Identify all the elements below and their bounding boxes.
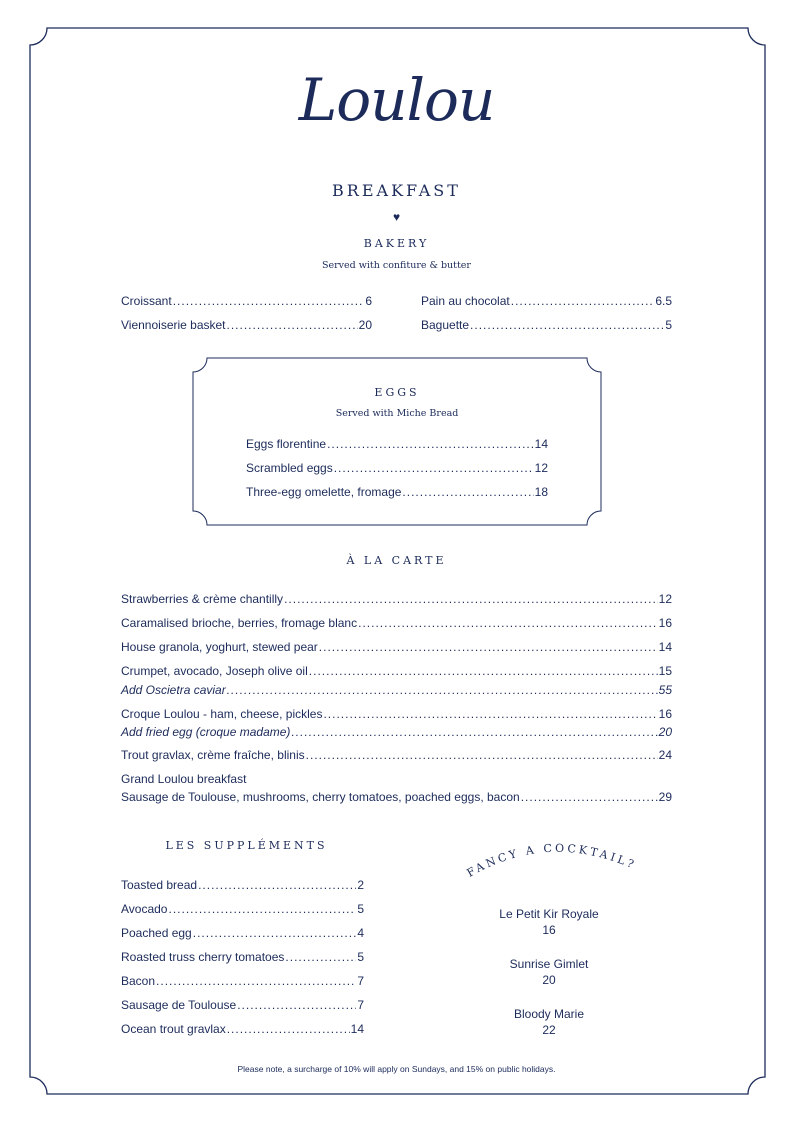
menu-item: Caramalised brioche, berries, fromage blanc ..... 16 [121,616,672,632]
page-title: BREAKFAST [332,181,461,200]
cocktail-name: Le Petit Kir Royale [499,907,599,921]
cocktail-heading: FANCY A COCKTAIL? [464,841,639,880]
logo: Loulou [298,66,495,134]
grand-breakfast-title: Grand Loulou breakfast [121,772,247,786]
menu-item: Crumpet, avocado, Joseph olive oil ..... 15 [121,664,672,680]
menu-item: Scrambled eggs ..... 12 [246,461,548,477]
heart-icon: ♥ [392,210,401,224]
surcharge-note: Please note, a surcharge of 10% will apply on Sundays, and 15% on public holidays. [237,1064,556,1074]
cocktail-item [479,906,619,938]
menu-item: Croque Loulou - ham, cheese, pickles ..... 16 [121,707,672,723]
menu-item: Baguette ..... 5 [421,318,672,334]
menu-item-addon: Add fried egg (croque madame) ..... 20 [121,725,672,741]
menu-item: Sausage de Toulouse, mushrooms, cherry tomatoes, poached eggs, bacon ..... 29 [121,790,672,806]
cocktail-price: 16 [542,923,556,937]
menu-item: Roasted truss cherry tomatoes ..... 5 [121,950,364,966]
eggs-subtitle: Served with Miche Bread [335,408,459,419]
menu-item: Eggs florentine ..... 14 [246,437,548,453]
alacarte-heading: À LA CARTE [346,554,447,567]
cocktail-price: 20 [542,973,556,987]
eggs-heading: EGGS [374,386,420,399]
cocktail-item [479,956,619,988]
menu-item: Viennoiserie basket ..... 20 [121,318,372,334]
menu-item: Avocado ..... 5 [121,902,364,918]
menu-item: Pain au chocolat ..... 6.5 [421,294,672,310]
menu-item: Strawberries & crème chantilly ..... 12 [121,592,672,608]
supplements-heading: LES SUPPLÉMENTS [165,839,328,852]
cocktail-name: Sunrise Gimlet [509,957,589,971]
menu-item: Bacon ..... 7 [121,974,364,990]
cocktail-price: 22 [542,1023,556,1037]
cocktail-name: Bloody Marie [513,1007,585,1021]
menu-item: Trout gravlax, crème fraîche, blinis ..... 24 [121,748,672,764]
menu-item: House granola, yoghurt, stewed pear ..... 14 [121,640,672,656]
cocktail-item [479,1006,619,1038]
menu-item: Ocean trout gravlax ..... 14 [121,1022,364,1038]
menu-item: Three-egg omelette, fromage ..... 18 [246,485,548,501]
menu-item-addon: Add Oscietra caviar ..... 55 [121,683,672,699]
menu-item: Sausage de Toulouse ..... 7 [121,998,364,1014]
menu-item: Poached egg ..... 4 [121,926,364,942]
menu-item: Croissant ..... 6 [121,294,372,310]
menu-item: Toasted bread ..... 2 [121,878,364,894]
bakery-heading: BAKERY [363,237,430,250]
bakery-subtitle: Served with confiture & butter [322,260,471,271]
